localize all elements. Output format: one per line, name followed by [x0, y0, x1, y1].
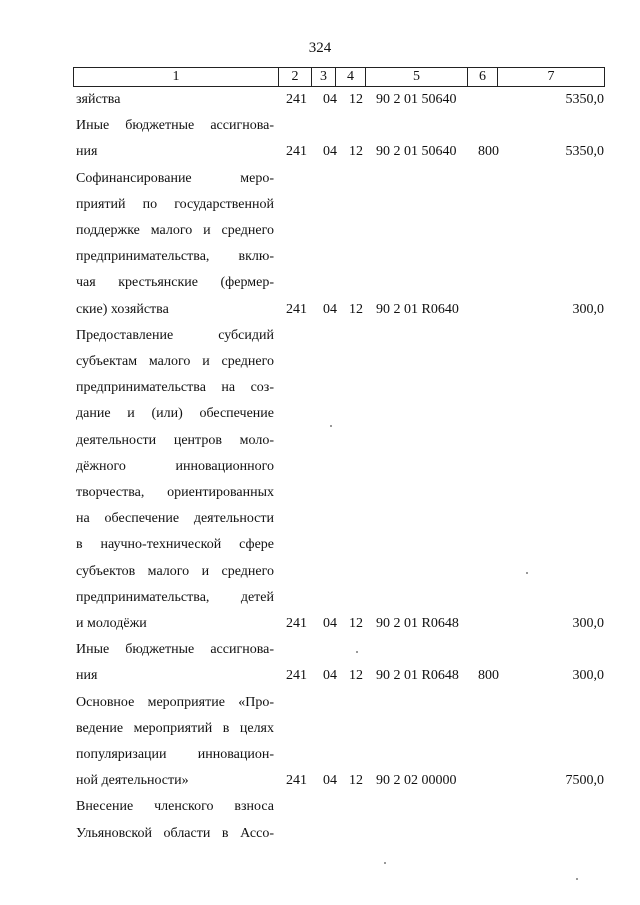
- header-col-5: 5: [366, 68, 468, 87]
- col-5-value: 90 2 01 R0648: [376, 616, 459, 631]
- row-description: Ульяновской области в Ассо-: [76, 825, 274, 841]
- row-description: Иные бюджетные ассигнова-: [76, 642, 274, 658]
- row-description: Внесение членского взноса: [76, 799, 274, 815]
- col-2-value: 241: [286, 144, 307, 160]
- col-2-value: 241: [286, 773, 307, 789]
- scan-speck: [576, 878, 578, 880]
- table-row: [0, 273, 640, 299]
- col-3-value: 04: [323, 144, 337, 160]
- table-row: [0, 457, 640, 483]
- table-row: [0, 771, 640, 797]
- row-description: на обеспечение деятельности: [76, 511, 274, 527]
- table-row: [0, 221, 640, 247]
- col-5-value: 90 2 01 50640: [376, 92, 457, 107]
- row-description: деятельности центров моло-: [76, 432, 274, 448]
- table-row: [0, 326, 640, 352]
- col-7-value: 7500,0: [565, 773, 604, 789]
- table-row: [0, 666, 640, 692]
- table-row: [0, 404, 640, 430]
- col-2-value: 241: [286, 668, 307, 684]
- col-4-value: 12: [349, 301, 363, 317]
- col-3-value: 04: [323, 773, 337, 789]
- table-row: [0, 195, 640, 221]
- row-description: субъектам малого и среднего: [76, 354, 274, 369]
- table-row: [0, 824, 640, 850]
- col-5-value: 90 2 01 R0648: [376, 668, 459, 684]
- table-row: [0, 352, 640, 378]
- row-description: дёжного инновационного: [76, 458, 274, 474]
- table-row: [0, 300, 640, 326]
- row-description: субъектов малого и среднего: [76, 563, 274, 579]
- row-description: и молодёжи: [76, 616, 147, 631]
- row-description: чая крестьянские (фермер-: [76, 275, 274, 291]
- header-col-6: 6: [468, 68, 498, 87]
- col-4-value: 12: [349, 92, 363, 107]
- col-5-value: 90 2 01 R0640: [376, 301, 459, 317]
- row-description: предпринимательства, вклю-: [76, 249, 274, 265]
- row-description: поддержке малого и среднего: [76, 223, 274, 238]
- row-description: ские) хозяйства: [76, 301, 169, 317]
- table-row: [0, 116, 640, 142]
- col-3-value: 04: [323, 668, 337, 684]
- col-3-value: 04: [323, 616, 337, 631]
- table-row: [0, 378, 640, 404]
- col-7-value: 300,0: [572, 301, 604, 317]
- table-row: [0, 509, 640, 535]
- table-row: [0, 640, 640, 666]
- row-description: зяйства: [76, 92, 121, 107]
- scan-speck: [526, 572, 528, 574]
- col-7-value: 300,0: [572, 616, 604, 631]
- table-row: [0, 693, 640, 719]
- header-col-4: 4: [336, 68, 366, 87]
- row-description: популяризации инновацион-: [76, 747, 274, 762]
- header-col-2: 2: [279, 68, 312, 87]
- row-description: творчества, ориентированных: [76, 485, 274, 500]
- col-5-value: 90 2 01 50640: [376, 144, 457, 160]
- table-row: [0, 247, 640, 273]
- row-description: Софинансирование меро-: [76, 170, 274, 186]
- row-description: приятий по государственной: [76, 196, 274, 212]
- row-description: в научно-технической сфере: [76, 537, 274, 553]
- col-2-value: 241: [286, 616, 307, 631]
- scan-speck: [356, 651, 358, 653]
- row-description: Иные бюджетные ассигнова-: [76, 118, 274, 134]
- row-description: дание и (или) обеспечение: [76, 406, 274, 422]
- header-col-7: 7: [498, 68, 605, 87]
- col-3-value: 04: [323, 92, 337, 107]
- scan-speck: [330, 425, 332, 427]
- table-row: [0, 535, 640, 561]
- row-description: предпринимательства на соз-: [76, 380, 274, 396]
- table-row: [0, 431, 640, 457]
- col-3-value: 04: [323, 301, 337, 317]
- col-7-value: 5350,0: [565, 92, 604, 107]
- col-5-value: 90 2 02 00000: [376, 773, 457, 789]
- row-description: предпринимательства, детей: [76, 589, 274, 605]
- table-row: [0, 169, 640, 195]
- table-row: [0, 562, 640, 588]
- row-description: ной деятельности»: [76, 773, 189, 789]
- row-description: ния: [76, 668, 98, 684]
- header-col-1: 1: [74, 68, 279, 87]
- row-description: Основное мероприятие «Про-: [76, 694, 274, 710]
- row-description: Предоставление субсидий: [76, 327, 274, 343]
- col-4-value: 12: [349, 144, 363, 160]
- col-2-value: 241: [286, 301, 307, 317]
- col-2-value: 241: [286, 92, 307, 107]
- col-6-value: 800: [478, 144, 499, 160]
- table-row: [0, 483, 640, 509]
- col-4-value: 12: [349, 773, 363, 789]
- scan-speck: [384, 862, 386, 864]
- table-row: [0, 588, 640, 614]
- page-number: 324: [308, 40, 332, 56]
- col-4-value: 12: [349, 668, 363, 684]
- col-7-value: 5350,0: [565, 144, 604, 160]
- row-description: ния: [76, 144, 98, 160]
- table-row: [0, 90, 640, 116]
- col-4-value: 12: [349, 616, 363, 631]
- table-row: [0, 719, 640, 745]
- col-6-value: 800: [478, 668, 499, 684]
- header-col-3: 3: [312, 68, 336, 87]
- table-row: [0, 797, 640, 823]
- table-row: [0, 142, 640, 168]
- table-row: [0, 745, 640, 771]
- row-description: ведение мероприятий в целях: [76, 720, 274, 736]
- col-7-value: 300,0: [572, 668, 604, 684]
- table-row: [0, 614, 640, 640]
